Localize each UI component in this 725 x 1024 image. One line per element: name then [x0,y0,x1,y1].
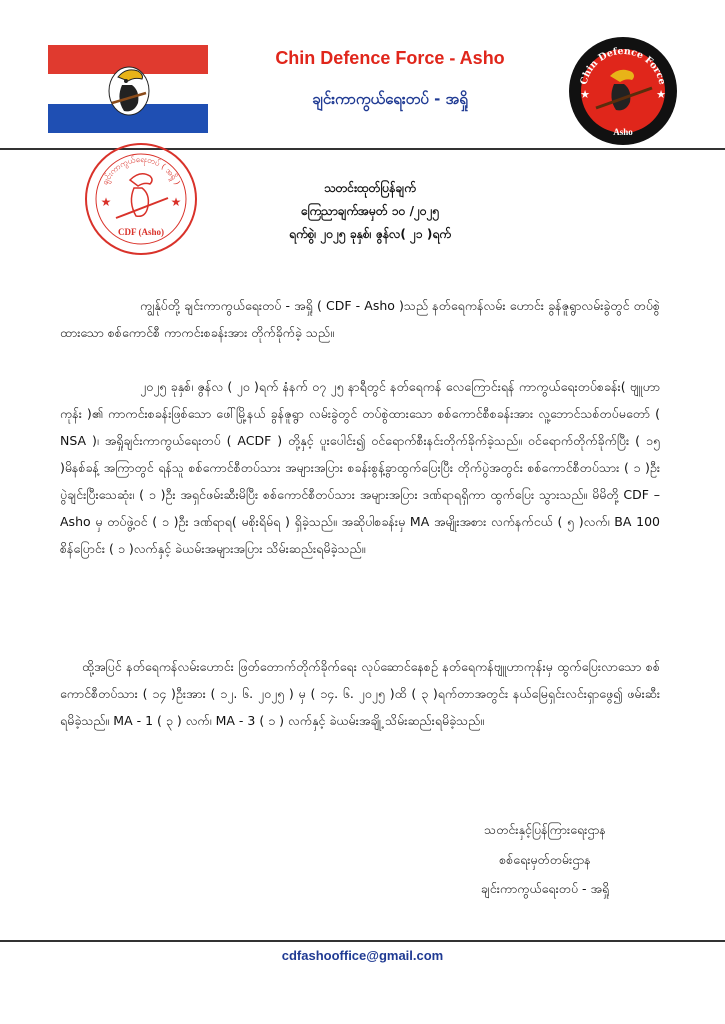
body-paragraph-3: ထို့အပြင် နတ်ရေကန်လမ်းဟောင်း ဖြတ်တောက်တိုက်ခိုက်ရေး လုပ်ဆောင်နေစဉ် နတ်ရေကန်ဗျူဟာကုန်းမှ ထွက်ပြေးလာသော စစ်ကောင်စီတပ်သား ( ၁၄ )ဦးအား ( ၁၂. ၆. ၂၀၂၅ ) မှ ( ၁၄. ၆. ၂၀၂၅ )ထိ ( ၃ )ရက်တာအတွင်း နယ်မြေရှင်းလင်းရှာဖွေ၍ ဖမ်းဆီး ရမိခဲ့သည်။ MA - 1 ( ၃ ) လက်၊ MA - 3 ( ၁ ) လက်နှင့် ခဲယမ်းအချို့ သိမ်းဆည်းရမိခဲ့သည်။ [60,659,660,728]
cdf-asho-stamp [82,140,200,258]
chin-flag [48,45,208,133]
stamp-ring-text: ချင်းကာကွယ်ရေးတပ် ( အရှို ) [100,154,182,187]
logo-star-icon: ★ [656,88,666,101]
signature-section: စစ်ရေးမှတ်တမ်းဌာန [499,852,591,867]
logo-ring-text: Chin Defence Force [578,45,668,86]
statement-number: ကြေညာချက်အမှတ် ၁၀ /၂၀၂၅ [300,204,440,218]
contact-email: cdfashooffice@gmail.com [281,948,444,963]
logo-subtext: Asho [613,127,633,137]
signature-department: သတင်းနှင့်ပြန်ကြားရေးဌာန [484,822,606,837]
stamp-star-icon: ★ [170,195,182,209]
svg-text:ချင်းကာကွယ်ရေးတပ် ( အရှို ) [100,154,182,187]
stamp-star-icon: ★ [100,195,112,209]
cdf-asho-logo [568,36,678,146]
signature-organization: ချင်းကာကွယ်ရေးတပ် - အရှို [480,881,610,896]
body-paragraph-1: ကျွန်ုပ်တို့ ချင်းကာကွယ်ရေးတပ် - အရှို ( CDF - Asho )သည် နတ်ရေကန်လမ်း ဟောင်း ခွန်ဇူရွာလမ်းခွဲတွင် တပ်စွဲထားသော စစ်ကောင်စီ ကာကင်းစခန်းအား တိုက်ခိုက်ခဲ့ သည်။ [60,298,660,340]
hornbill-emblem-icon [104,59,154,119]
body-paragraph-2: ၂၀၂၅ ခုနှစ်၊ ဇွန်လ ( ၂၀ )ရက် နံနက် ၀၇ ၂၅ နာရီတွင် နတ်ရေကန် လေကြောင်းရန် ကာကွယ်ရေးတပ်စခန်း( ဗျူဟာကုန်း )၏ ကာကင်းစခန်းဖြစ်သော ဖေါ်မြို့နယ် ခွန်ဇူရွာ လမ်းခွဲတွင် တပ်စွဲထားသော စစ်ကောင်စီစခန်းအား လူ့ဘောင်သစ်တပ်မတော် ( NSA )၊ အရှိုချင်းကာကွယ်ရေးတပ် ( ACDF ) တို့နှင့် ပူးပေါင်း၍ ဝင်ရောက်စီးနင်းတိုက်ခိုက်ခဲ့သည်။ ဝင်ရောက်တိုက်ခိုက်ပြီး ( ၁၅ )မိနစ်ခန့် အကြာတွင် ရန်သူ စစ်ကောင်စီတပ်သား အများအပြား စခန်းစွန့်ခွာထွက်ပြေးပြီး တိုက်ပွဲအတွင်း စစ်ကောင်စီတပ်သား ( ၁ )ဦး ပွဲချင်းပြီးသေဆုံး၊ ( ၁ )ဦး အရှင်ဖမ်းဆီးမိပြီး စစ်ကောင်စီတပ်သား အများအပြား ဒဏ်ရာရရှိကာ ထွက်ပြေး သွားသည်။ မိမိတို့ CDF – Asho မှ တပ်ဖွဲ့ဝင် ( ၁ )ဦး ဒဏ်ရာရ( မစိုးရိမ်ရ ) ရှိခဲ့သည်။ အဆိုပါစခန်းမှ MA အမျိုးအစား လက်နက်ငယ် ( ၅ )လက်၊ BA 100 စိန်ပြောင်း ( ၁ )လက်နှင့် ခဲယမ်းအများအပြား သိမ်းဆည်းရမိခဲ့သည်။ [60,379,660,556]
organization-title: Chin Defence Force - Asho [275,48,505,68]
organization-subtitle: ချင်းကာကွယ်ရေးတပ် - အရှို [312,90,468,108]
footer-divider [0,940,725,942]
statement-date: ရက်စွဲ၊ ၂၀၂၅ ခုနှစ်၊ ဇွန်လ( ၂၁ )ရက် [289,227,451,241]
statement-heading: သတင်းထုတ်ပြန်ချက် [324,181,416,195]
logo-star-icon: ★ [580,88,590,101]
stamp-bottom-text: CDF (Asho) [118,227,164,237]
